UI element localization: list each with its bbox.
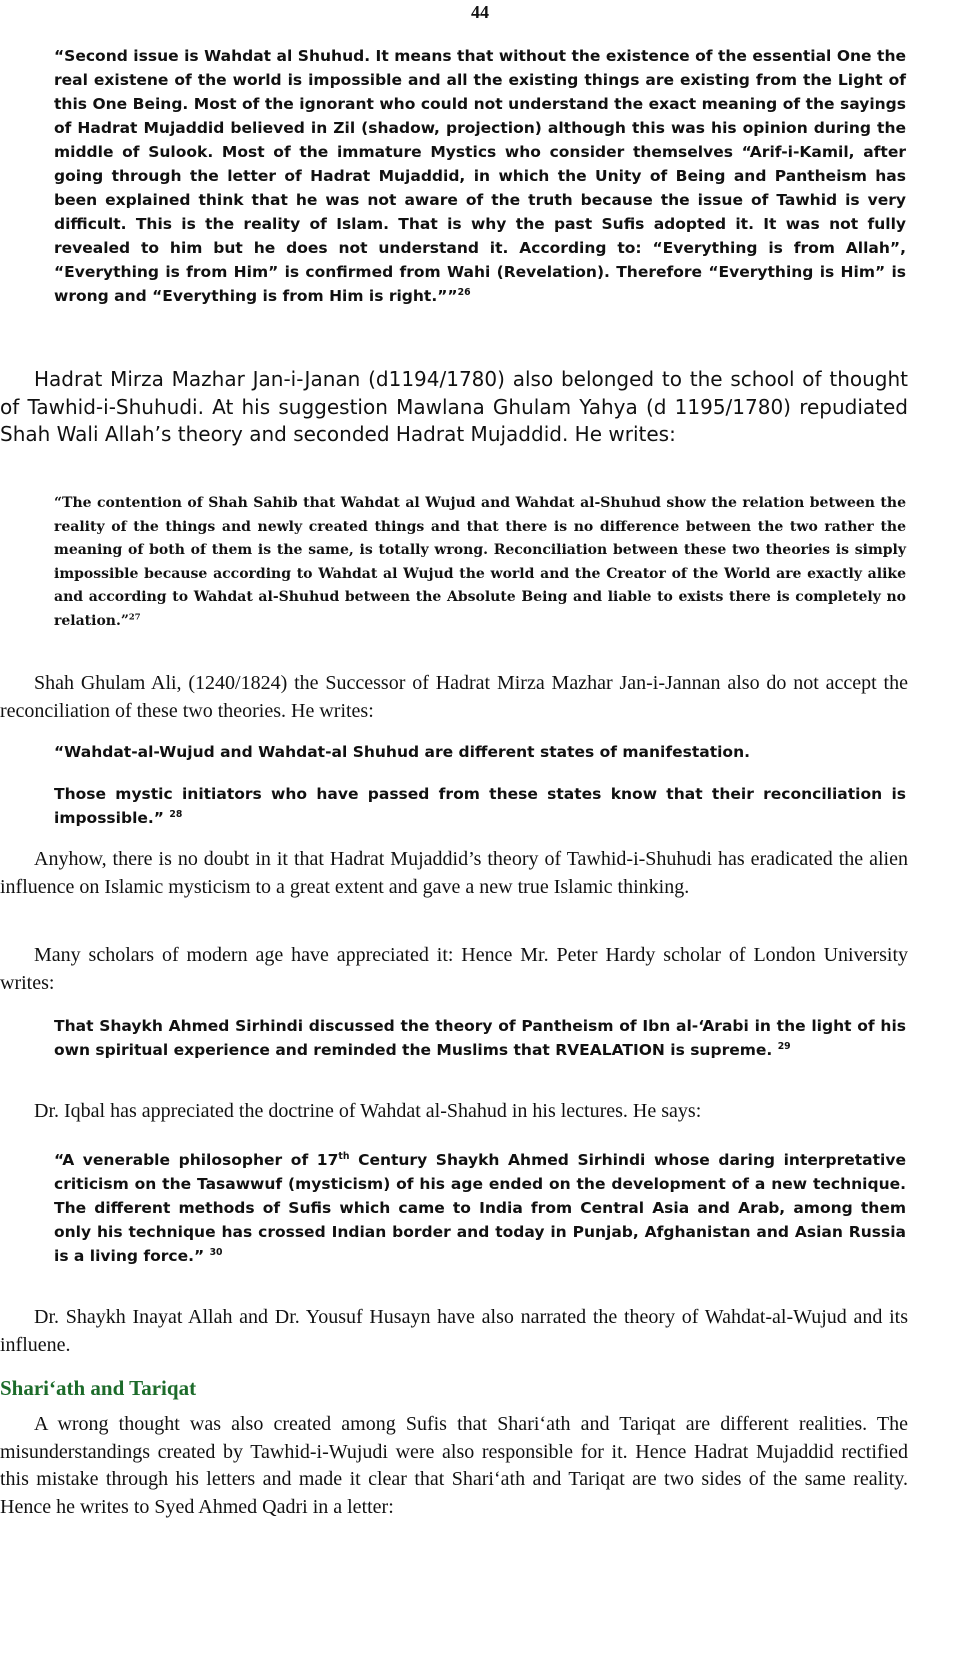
footnote-marker: 26 (457, 286, 471, 298)
paragraph-wrong-thought: A wrong thought was also created among Sufis that Shari‘ath and Tariqat are different realities. The misunderstandings created by Tawhid-i-Wujudi were also responsible for it. Hence Hadrat Mujaddid rectified this mistake through his letters and made it clear that Shari‘ath and Tariqat are two sides of the same reality. Hence he writes to Syed Ahmed Qadri in a letter: (0, 1413, 908, 1518)
paragraph-dr-iqbal: Dr. Iqbal has appreciated the doctrine of Wahdat al-Shahud in his lectures. He says: (34, 1100, 702, 1122)
quote-text-end: Century Shaykh Ahmed Sirhindi whose daring interpretative criticism on the Tasawwuf (mysticism) of his age ended on the development of a new technique. The different methods of Sufis which came to India from Central Asia and Arab, among them only his technique has crossed Indian border and today in Punjab, Afghanistan and Asian Russia is a living force.” (54, 1151, 906, 1265)
section-heading: Shari‘ath and Tariqat (0, 1376, 197, 1400)
block-quote-5 (54, 1148, 906, 1268)
paragraph-mirza-mazhar: Hadrat Mirza Mazhar Jan-i-Janan (d1194/1780) also belonged to the school of thought of Tawhid-i-Shuhudi. At his suggestion Mawlana Ghulam Yahya (d 1195/1780) repudiated Shah Wali Allah’s theory and seconded Hadrat Mujaddid. He writes: (0, 367, 908, 446)
footnote-marker: 28 (169, 808, 183, 820)
page-number: 44 (471, 2, 489, 22)
paragraph-many-scholars: Many scholars of modern age have appreciated it: Hence Mr. Peter Hardy scholar of London University writes: (0, 944, 908, 994)
footnote-marker: 27 (128, 610, 141, 621)
footnote-marker: 30 (209, 1246, 223, 1258)
paragraph-shah-ghulam-ali: Shah Ghulam Ali, (1240/1824) the Successor of Hadrat Mirza Mazhar Jan-i-Jannan also do not accept the reconciliation of these two theories. He writes: (0, 672, 908, 722)
quote-text: “Second issue is Wahdat al Shuhud. It means that without the existence of the essential One the real existene of the world is impossible and all the existing things are existing from the Light of this One Being. Most of the ignorant who could not understand the exact meaning of the sayings of Hadrat Mujaddid believed in Zil (shadow, projection) although this was his opinion during the middle of Sulook. Most of the immature Mystics who consider themselves “Arif-i-Kamil, after going through the letter of Hadrat Mujaddid, in which the Unity of Being and Pantheism has been explained think that he was not aware of the truth because the issue of Tawhid is very difficult. This is the reality of Islam. That is why the past Sufis adopted it. It was not fully revealed to him but he does not understand it. According to: “Everything is from Allah”, “Everything is from Him” is confirmed from Wahi (Revelation). Therefore “Everything is Him” is wrong and “Everything is from Him is right.”” (54, 47, 906, 305)
quote-text: “The contention of Shah Sahib that Wahdat al Wujud and Wahdat al-Shuhud show the relation between the reality of the things and newly created things and that there is no difference between the two rather the meaning of both of them is the same, is totally wrong. Reconciliation between these two theories is simply impossible because according to Wahdat al Wujud the world and the Creator of the World are exactly alike and according to Wahdat al-Shuhud between the Absolute Being and liable to exists there is completely no relation.” (54, 495, 906, 629)
block-quote-1 (54, 44, 906, 308)
quote-text: Those mystic initiators who have passed from these states know that their reconciliation is impossible.” (54, 785, 906, 827)
block-quote-3a: “Wahdat-al-Wujud and Wahdat-al Shuhud are different states of manifestation. (54, 743, 751, 761)
quote-text: That Shaykh Ahmed Sirhindi discussed the theory of Pantheism of Ibn al-‘Arabi in the light of his own spiritual experience and reminded the Muslims that RVEALATION is supreme. (54, 1017, 906, 1059)
ordinal-suffix: th (338, 1150, 350, 1162)
block-quote-4 (54, 1014, 906, 1062)
paragraph-inayat-allah: Dr. Shaykh Inayat Allah and Dr. Yousuf Husayn have also narrated the theory of Wahdat-al-Wujud and its influene. (0, 1306, 908, 1356)
footnote-marker: 29 (777, 1040, 791, 1052)
quote-text-start: “A venerable philosopher of 17 (54, 1151, 339, 1169)
block-quote-2 (54, 492, 906, 633)
block-quote-3b (54, 782, 906, 830)
paragraph-anyhow: Anyhow, there is no doubt in it that Hadrat Mujaddid’s theory of Tawhid-i-Shuhudi has eradicated the alien influence on Islamic mysticism to a great extent and gave a new true Islamic thinking. (0, 848, 908, 898)
